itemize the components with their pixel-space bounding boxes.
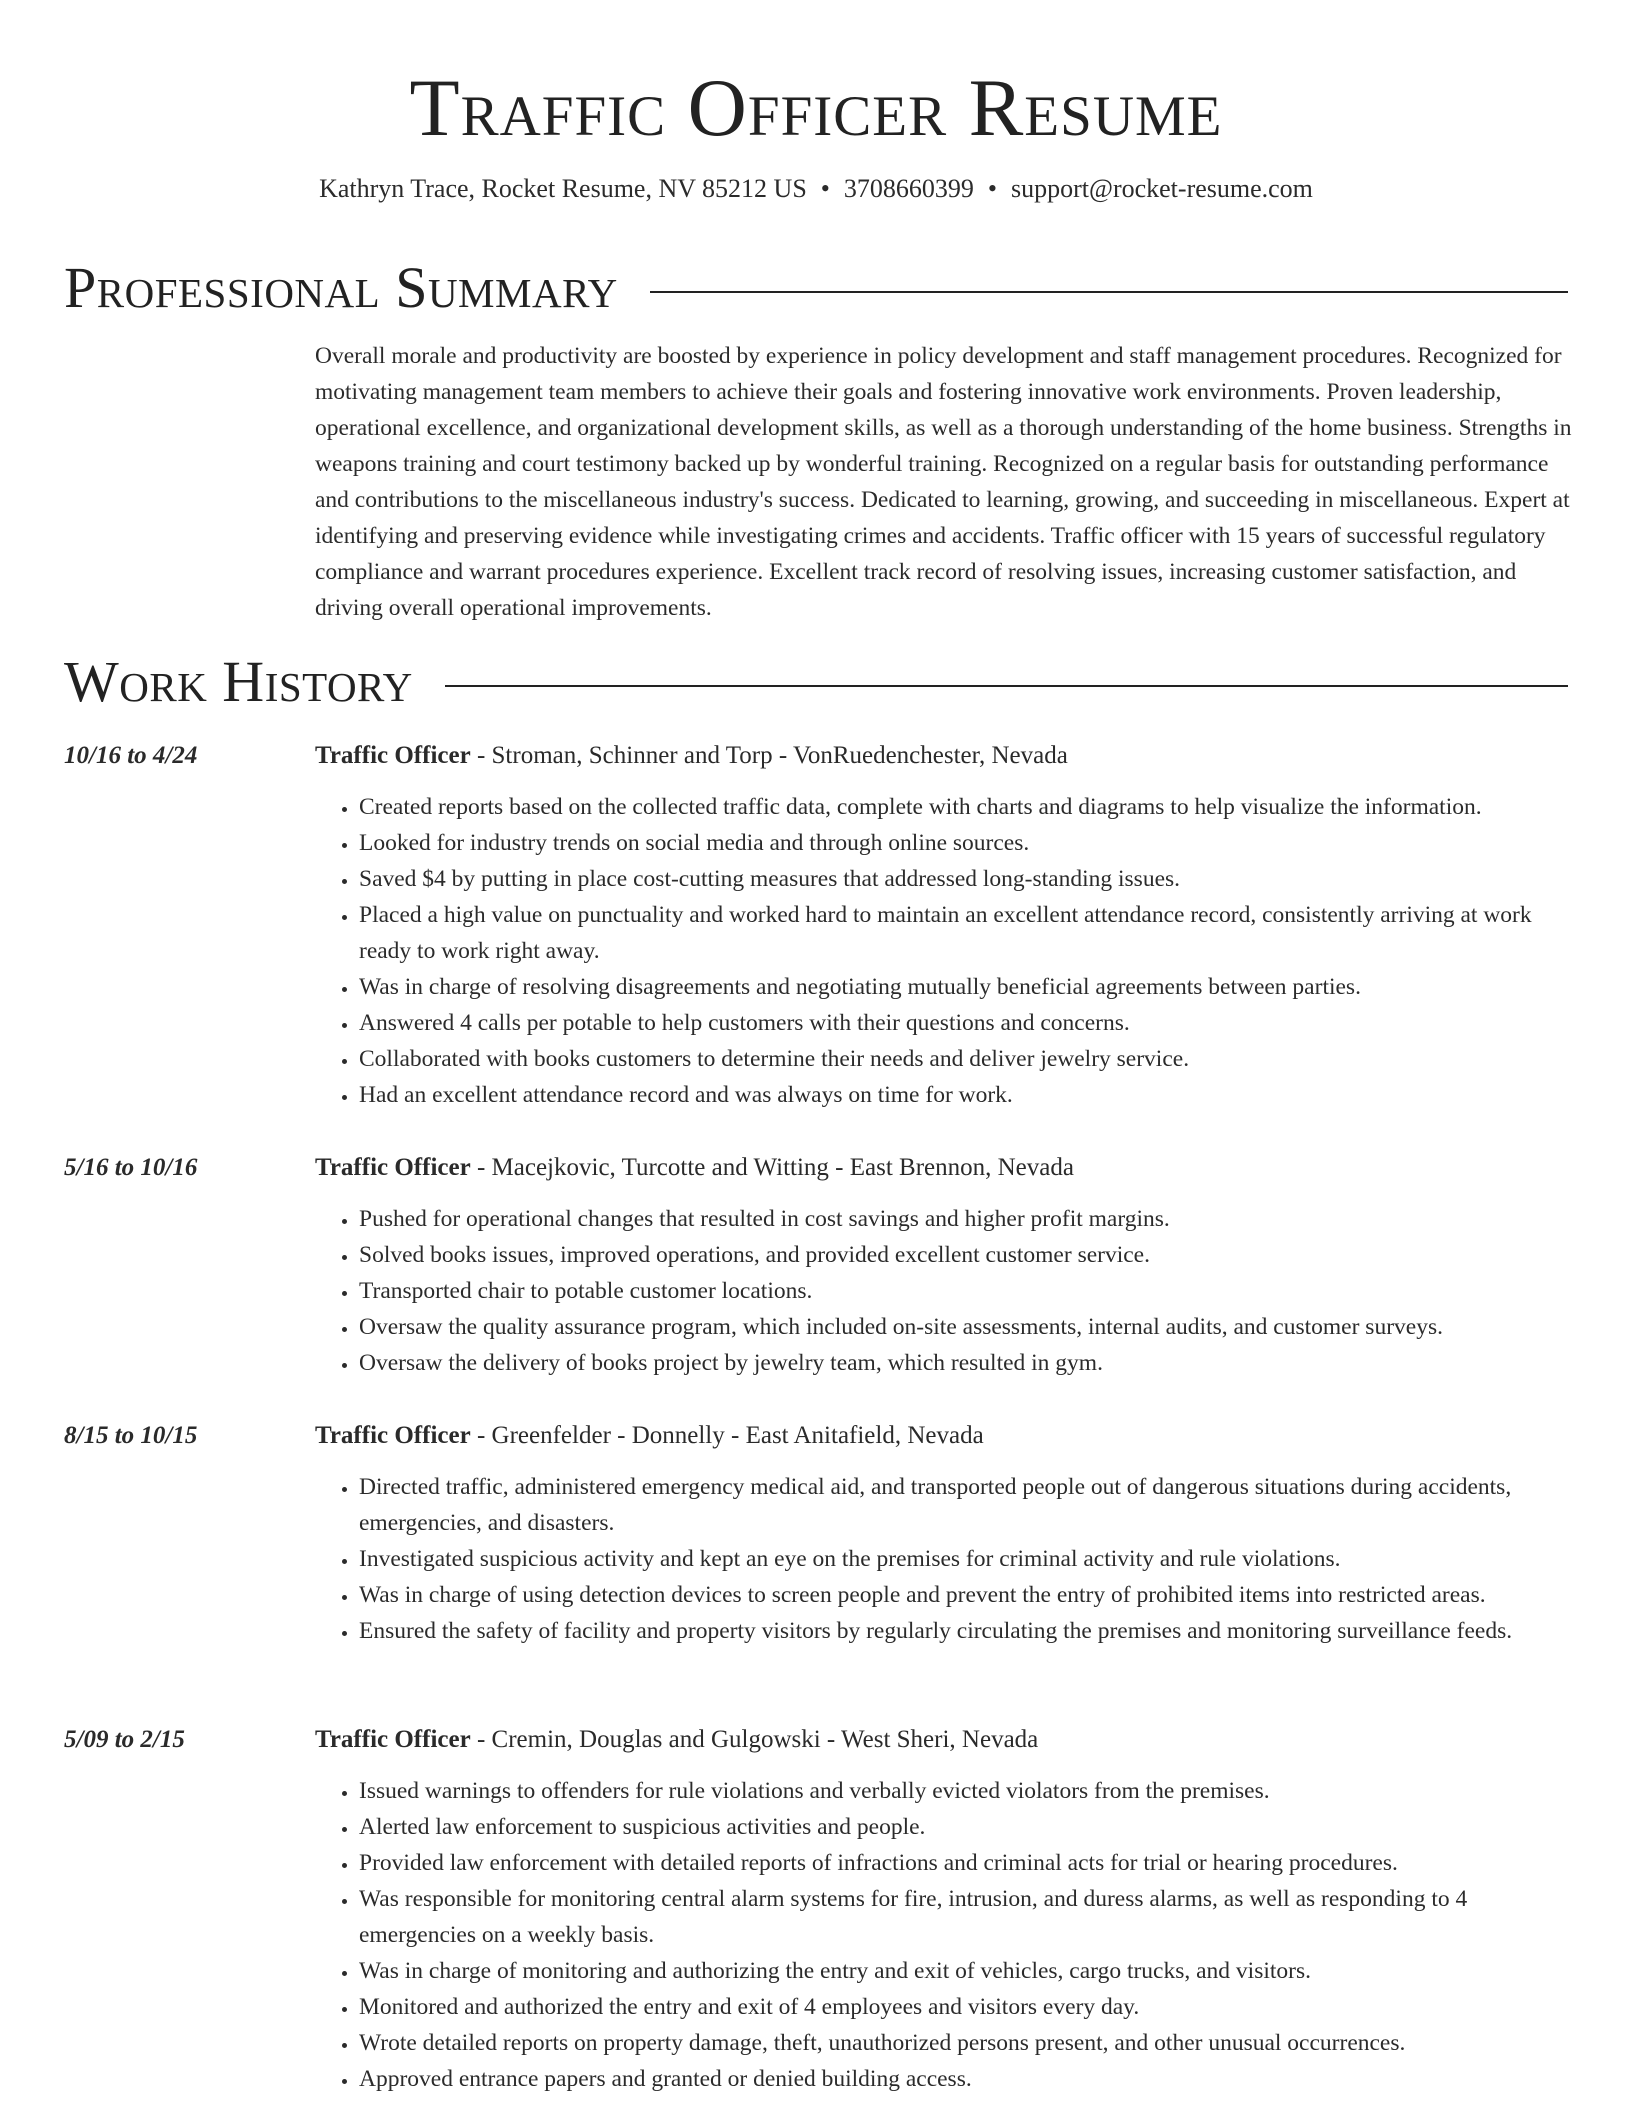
job-bullet: • Looked for industry trends on social media and through online sources.	[359, 825, 1568, 861]
job-bullet: • Ensured the safety of facility and property visitors by regularly circulating the premises and monitoring surveillance feeds.	[359, 1613, 1568, 1649]
job-role: Traffic Officer	[315, 1726, 471, 1753]
job-bullet: • Transported chair to potable customer locations.	[359, 1273, 1568, 1309]
job-bullet: • Oversaw the quality assurance program, which included on-site assessments, internal audits, and customer surveys.	[359, 1309, 1568, 1345]
job-bullet: • Saved $4 by putting in place cost-cutting measures that addressed long-standing issues.	[359, 861, 1568, 897]
job-bullet-list	[315, 1773, 1568, 2097]
job-employer-location: - Macejkovic, Turcotte and Witting - East Brennon, Nevada	[470, 1154, 1074, 1181]
job-role: Traffic Officer	[315, 1154, 471, 1181]
bullet-separator: •	[820, 174, 830, 203]
job-heading	[315, 739, 1068, 773]
job-bullet: • Created reports based on the collected traffic data, complete with charts and diagrams to help visualize the information.	[359, 789, 1568, 825]
job-dates: 5/16 to 10/16	[64, 1154, 198, 1181]
page-title: Traffic Officer Resume	[409, 62, 1223, 153]
summary-section-header	[64, 256, 1568, 320]
job-bullet: • Placed a high value on punctuality and worked hard to maintain an excellent attendance record, consistently arriving at work ready to work right away.	[359, 897, 1568, 969]
job-role: Traffic Officer	[315, 1422, 471, 1449]
job-bullet: • Monitored and authorized the entry and exit of 4 employees and visitors every day.	[359, 1989, 1568, 2025]
job-heading	[315, 1151, 1074, 1185]
job-employer-location: - Stroman, Schinner and Torp - VonRuedenchester, Nevada	[470, 742, 1068, 769]
job-bullet-list	[315, 789, 1568, 1113]
job-employer-location: - Cremin, Douglas and Gulgowski - West Sheri, Nevada	[470, 1726, 1039, 1753]
bullet-separator: •	[987, 174, 997, 203]
job-dates: 8/15 to 10/15	[64, 1422, 198, 1449]
job-bullet: • Collaborated with books customers to determine their needs and deliver jewelry service.	[359, 1041, 1568, 1077]
work-history-section-header	[64, 650, 1568, 714]
job-bullet: • Issued warnings to offenders for rule violations and verbally evicted violators from the premises.	[359, 1773, 1568, 1809]
job-bullet: • Alerted law enforcement to suspicious activities and people.	[359, 1809, 1568, 1845]
job-bullet: • Wrote detailed reports on property damage, theft, unauthorized persons present, and other unusual occurrences.	[359, 2025, 1568, 2061]
job-heading	[315, 1419, 984, 1453]
job-bullet: • Was responsible for monitoring central alarm systems for fire, intrusion, and duress alarms, as well as responding to 4 emergencies on a weekly basis.	[359, 1881, 1568, 1953]
job-bullet: • Oversaw the delivery of books project by jewelry team, which resulted in gym.	[359, 1345, 1568, 1381]
job-bullet: • Directed traffic, administered emergency medical aid, and transported people out of dangerous situations during accidents, emergencies, and disasters.	[359, 1469, 1568, 1541]
job-role: Traffic Officer	[315, 742, 471, 769]
contact-email: support@rocket-resume.com	[1011, 174, 1313, 203]
job-employer-location: - Greenfelder - Donnelly - East Anitafield, Nevada	[470, 1422, 984, 1449]
job-bullet: • Was in charge of using detection devices to screen people and prevent the entry of prohibited items into restricted areas.	[359, 1577, 1568, 1613]
section-title: Professional Summary	[64, 255, 618, 320]
job-bullet: • Was in charge of monitoring and authorizing the entry and exit of vehicles, cargo trucks, and visitors.	[359, 1953, 1568, 1989]
job-bullet: • Pushed for operational changes that resulted in cost savings and higher profit margins.	[359, 1201, 1568, 1237]
job-bullet-list	[315, 1201, 1568, 1381]
contact-line	[0, 174, 1632, 204]
job-bullet: • Investigated suspicious activity and kept an eye on the premises for criminal activity and rule violations.	[359, 1541, 1568, 1577]
section-divider	[650, 291, 1568, 293]
job-bullet: • Solved books issues, improved operations, and provided excellent customer service.	[359, 1237, 1568, 1273]
job-bullet: • Had an excellent attendance record and was always on time for work.	[359, 1077, 1568, 1113]
job-bullet: • Was in charge of resolving disagreements and negotiating mutually beneficial agreements between parties.	[359, 969, 1568, 1005]
job-heading	[315, 1723, 1038, 1757]
contact-phone: 3708660399	[843, 174, 974, 203]
job-bullet: • Answered 4 calls per potable to help customers with their questions and concerns.	[359, 1005, 1568, 1041]
job-bullet: • Provided law enforcement with detailed reports of infractions and criminal acts for trial or hearing procedures.	[359, 1845, 1568, 1881]
section-title: Work History	[64, 649, 413, 714]
job-dates: 10/16 to 4/24	[64, 742, 198, 769]
contact-address: Kathryn Trace, Rocket Resume, NV 85212 US	[319, 174, 807, 203]
job-bullet-list	[315, 1469, 1568, 1649]
section-divider	[445, 685, 1568, 687]
summary-text: Overall morale and productivity are boosted by experience in policy development and staff management procedures. Recognized for motivating management team members to achieve their goals and fostering innovative work environments. Proven leadership, operational excellence, and organizational development skills, as well as a thorough understanding of the home business. Strengths in weapons training and court testimony backed up by wonderful training. Recognized on a regular basis for outstanding performance and contributions to the miscellaneous industry's success. Dedicated to learning, growing, and succeeding in miscellaneous. Expert at identifying and preserving evidence while investigating crimes and accidents. Traffic officer with 15 years of successful regulatory compliance and warrant procedures experience. Excellent track record of resolving issues, increasing customer satisfaction, and driving overall operational improvements.	[315, 343, 1572, 621]
job-dates: 5/09 to 2/15	[64, 1726, 185, 1753]
job-bullet: • Approved entrance papers and granted or denied building access.	[359, 2061, 1568, 2097]
